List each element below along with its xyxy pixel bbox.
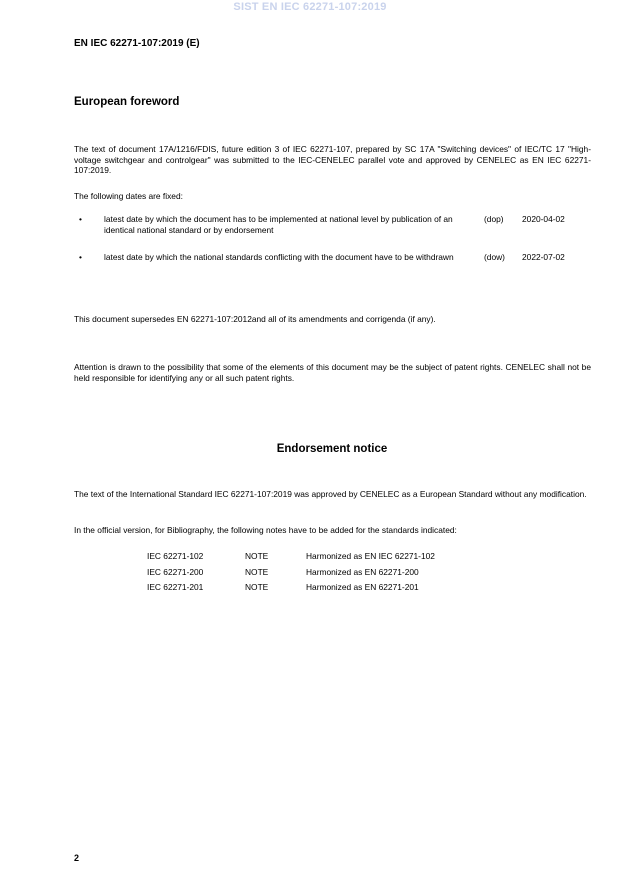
date-item-text: latest date by which the national standards conflicting with the document have to be withdrawn	[104, 252, 454, 262]
note-text: Harmonized as EN 62271-201	[306, 582, 419, 592]
endorsement-paragraph-1: The text of the International Standard IEC 62271-107:2019 was approved by CENELEC as a European Standard without any modification.	[74, 489, 587, 499]
date-item-code: (dop)	[484, 214, 504, 224]
document-id-header: EN IEC 62271-107:2019 (E)	[74, 38, 200, 49]
note-standard: IEC 62271-201	[147, 582, 204, 592]
note-text: Harmonized as EN 62271-200	[306, 567, 419, 577]
date-item-text: latest date by which the document has to be implemented at national level by publication of an identical national standard or by endorsement	[104, 214, 453, 235]
foreword-heading: European foreword	[74, 96, 180, 108]
date-item-date: 2022-07-02	[522, 252, 565, 262]
note-standard: IEC 62271-200	[147, 567, 204, 577]
foreword-paragraph-1: The text of document 17A/1216/FDIS, future edition 3 of IEC 62271-107, prepared by SC 17A "Switching devices" of IEC/TC 17 "High-voltage switchgear and controlgear" was submitted to the IEC-CENELEC parallel vote and approved by CENELEC as EN IEC 62271-107:2019.	[74, 144, 591, 176]
bullet-icon: •	[79, 214, 82, 224]
supersedes-paragraph: This document supersedes EN 62271-107:2012and all of its amendments and corrigenda (if any).	[74, 314, 436, 324]
note-standard: IEC 62271-102	[147, 551, 204, 561]
endorsement-paragraph-2: In the official version, for Bibliography, the following notes have to be added for the standards indicated:	[74, 525, 457, 535]
date-item-date: 2020-04-02	[522, 214, 565, 224]
foreword-paragraph-2: The following dates are fixed:	[74, 191, 183, 201]
note-label: NOTE	[245, 567, 269, 577]
page-number: 2	[74, 853, 80, 863]
watermark: SIST EN IEC 62271-107:2019	[233, 1, 387, 13]
date-item-code: (dow)	[484, 252, 505, 262]
note-label: NOTE	[245, 551, 269, 561]
note-text: Harmonized as EN IEC 62271-102	[306, 551, 435, 561]
endorsement-heading: Endorsement notice	[276, 443, 388, 455]
patent-paragraph: Attention is drawn to the possibility that some of the elements of this document may be the subject of patent rights. CENELEC shall not be held responsible for identifying any or all such patent rights.	[74, 362, 591, 383]
bullet-icon: •	[79, 252, 82, 262]
note-label: NOTE	[245, 582, 269, 592]
